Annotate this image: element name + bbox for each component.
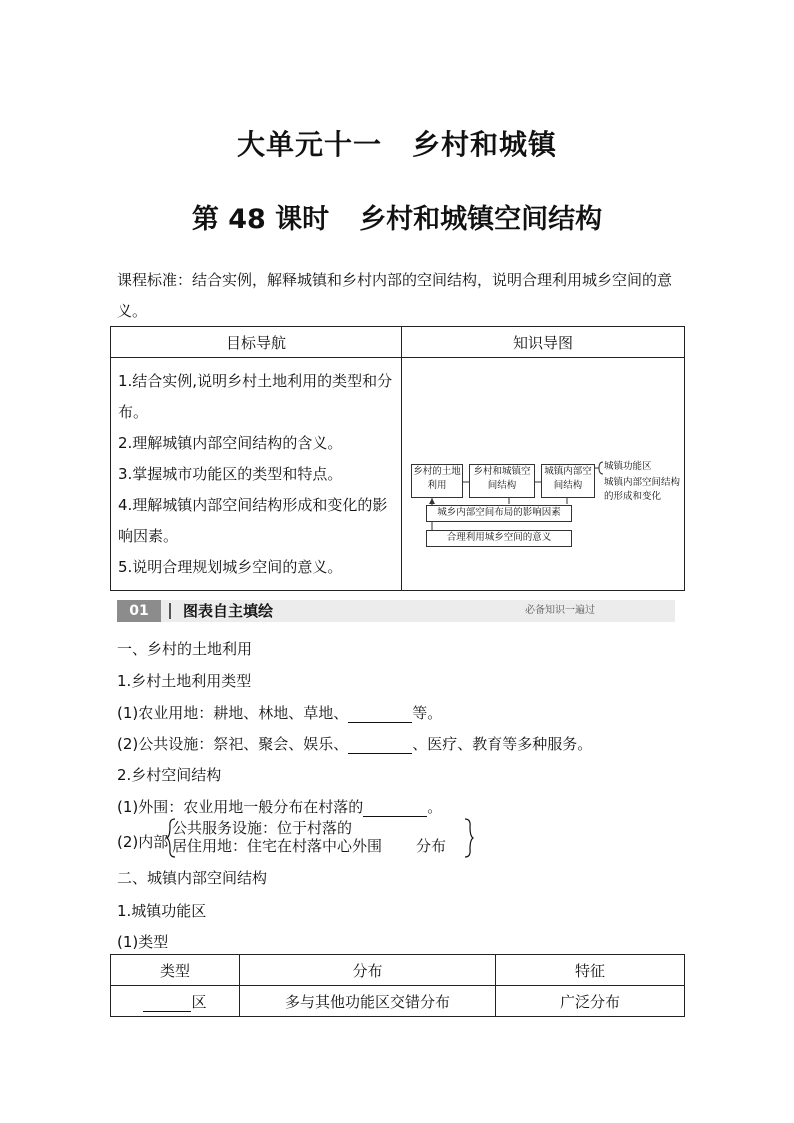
heading-rural-land: 一、乡村的土地利用 (117, 640, 253, 658)
fill-blank[interactable] (348, 707, 412, 723)
line-inner-label: (2)内部 (117, 833, 169, 851)
cell-type: 区 (111, 986, 240, 1017)
goal-header: 目标导航 (111, 327, 402, 358)
map-branch-formation: 城镇内部空间结构的形成和变化 (604, 477, 681, 502)
map-branch-function-zone: 城镇功能区 (604, 461, 652, 472)
map-box-factors: 城乡内部空间布局的影响因素 (426, 505, 572, 522)
map-box-space-structure: 乡村和城镇空间结构 (469, 464, 535, 498)
line-outer: (1)外围：农业用地一般分布在村落的 。 (117, 798, 443, 816)
goal-item: 1.结合实例,说明乡村土地利用的类型和分布。 (118, 372, 393, 421)
goal-item: 4.理解城镇内部空间结构形成和变化的影响因素。 (118, 496, 388, 545)
cell-feature: 广泛分布 (496, 986, 685, 1017)
heading-space-structure: 2.乡村空间结构 (117, 766, 222, 784)
zone-type-table (110, 954, 685, 1017)
fill-blank[interactable] (348, 738, 412, 754)
inner-residential: 居住用地：住宅在村落中心外围 分布 (172, 837, 447, 855)
unit-label: 大单元十一 (236, 128, 382, 161)
goal-item: 2.理解城镇内部空间结构的含义。 (118, 434, 343, 452)
inner-structure (172, 819, 446, 855)
goal-item: 3.掌握城市功能区的类型和特点。 (118, 465, 343, 483)
table-row (111, 986, 685, 1017)
map-header: 知识导图 (402, 327, 685, 358)
goal-list (111, 358, 401, 583)
map-box-town-structure: 城镇内部空间结构 (541, 464, 595, 498)
lesson-name: 乡村和城镇空间结构 (359, 204, 603, 235)
heading-function-zone: 1.城镇功能区 (117, 902, 207, 920)
goal-item: 5.说明合理规划城乡空间的意义。 (118, 558, 343, 576)
section-subtitle: 必备知识一遍过 (525, 605, 595, 616)
fill-blank[interactable] (363, 801, 427, 817)
line-public-facility: (2)公共设施：祭祀、聚会、娱乐、 、医疗、教育等多种服务。 (117, 735, 593, 753)
unit-title (0, 123, 794, 163)
section-divider (169, 603, 171, 619)
unit-name: 乡村和城镇 (412, 128, 558, 161)
cell-distribution: 多与其他功能区交错分布 (240, 986, 496, 1017)
heading-land-types: 1.乡村土地利用类型 (117, 672, 252, 690)
goal-table (110, 326, 685, 591)
section-band (117, 600, 675, 622)
course-standard: 课程标准：结合实例，解释城镇和乡村内部的空间结构，说明合理利用城乡空间的意义。 (117, 271, 673, 320)
heading-type: (1)类型 (117, 933, 169, 951)
map-box-rural-land: 乡村的土地利用 (411, 464, 463, 498)
section-title: 图表自主填绘 (183, 602, 274, 620)
heading-town-structure: 二、城镇内部空间结构 (117, 869, 268, 887)
line-agri-land: (1)农业用地：耕地、林地、草地、 等。 (117, 704, 443, 722)
fill-blank[interactable] (143, 996, 191, 1012)
section-number: 01 (117, 600, 161, 622)
col-header-distribution: 分布 (240, 955, 496, 986)
col-header-feature: 特征 (496, 955, 685, 986)
lesson-title (0, 197, 794, 236)
right-brace (464, 818, 474, 858)
col-header-type: 类型 (111, 955, 240, 986)
inner-public: 公共服务设施：位于村落的 (172, 819, 353, 837)
knowledge-map (402, 358, 684, 590)
map-box-meaning: 合理利用城乡空间的意义 (426, 530, 572, 547)
lesson-label: 第 48 课时 (191, 204, 330, 235)
